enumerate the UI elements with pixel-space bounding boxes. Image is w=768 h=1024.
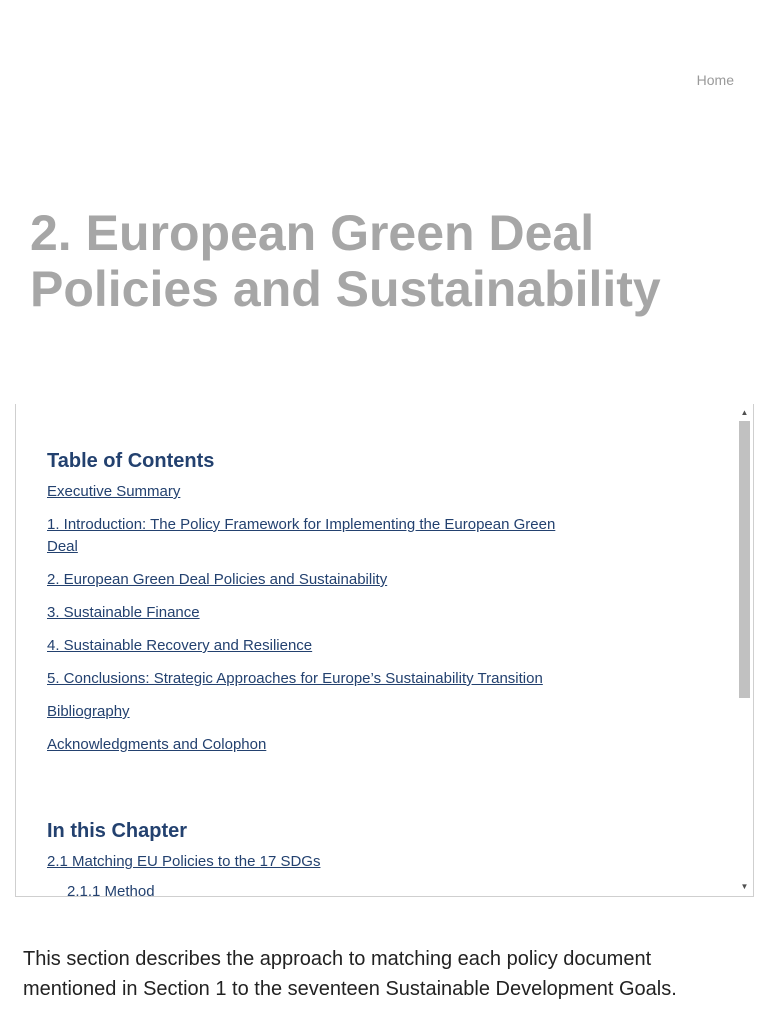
toc-link-executive-summary[interactable]: Executive Summary (47, 483, 181, 500)
toc-link-acknowledgments[interactable]: Acknowledgments and Colophon (47, 736, 267, 753)
toc-item (47, 514, 577, 558)
toc-content (16, 404, 735, 897)
toc-link-introduction[interactable]: 1. Introduction: The Policy Framework for Implementing the European Green Deal (47, 516, 556, 555)
toc-item (47, 734, 577, 756)
home-link[interactable]: Home (696, 72, 734, 88)
page-title: 2. European Green Deal Policies and Sustainability (30, 205, 661, 317)
chapter-toc-item (47, 881, 597, 897)
toc-frame[interactable] (15, 404, 754, 897)
toc-item (47, 569, 577, 591)
toc-item (47, 481, 577, 503)
toc-scrollbar[interactable] (736, 404, 753, 896)
toc-link-sustainable-finance[interactable]: 3. Sustainable Finance (47, 604, 200, 621)
toc-link-recovery-resilience[interactable]: 4. Sustainable Recovery and Resilience (47, 637, 313, 654)
chapter-toc-item (47, 851, 577, 873)
toc-link-green-deal-policies[interactable]: 2. European Green Deal Policies and Sustainability (47, 571, 388, 588)
chapter-toc-list (47, 851, 735, 897)
toc-item (47, 602, 577, 624)
chapter-toc-link-2-1[interactable]: 2.1 Matching EU Policies to the 17 SDGs (47, 853, 321, 870)
scroll-down-icon[interactable]: ▼ (740, 882, 749, 891)
toc-heading: Table of Contents (47, 450, 215, 472)
toc-item (47, 701, 577, 723)
scroll-up-icon[interactable]: ▲ (740, 408, 749, 417)
toc-link-conclusions[interactable]: 5. Conclusions: Strategic Approaches for Europe’s Sustainability Transition (47, 670, 543, 687)
chapter-toc-heading: In this Chapter (47, 820, 188, 842)
chapter-toc-link-2-1-1[interactable]: 2.1.1 Method (67, 883, 155, 897)
intro-paragraph: This section describes the approach to matching each policy document mentioned in Section 1 to the seventeen Sustainable Development Goals. (23, 948, 677, 1000)
toc-item (47, 635, 577, 657)
toc-item (47, 668, 577, 690)
toc-link-bibliography[interactable]: Bibliography (47, 703, 130, 720)
scroll-thumb[interactable] (739, 421, 750, 698)
toc-list (47, 481, 735, 756)
